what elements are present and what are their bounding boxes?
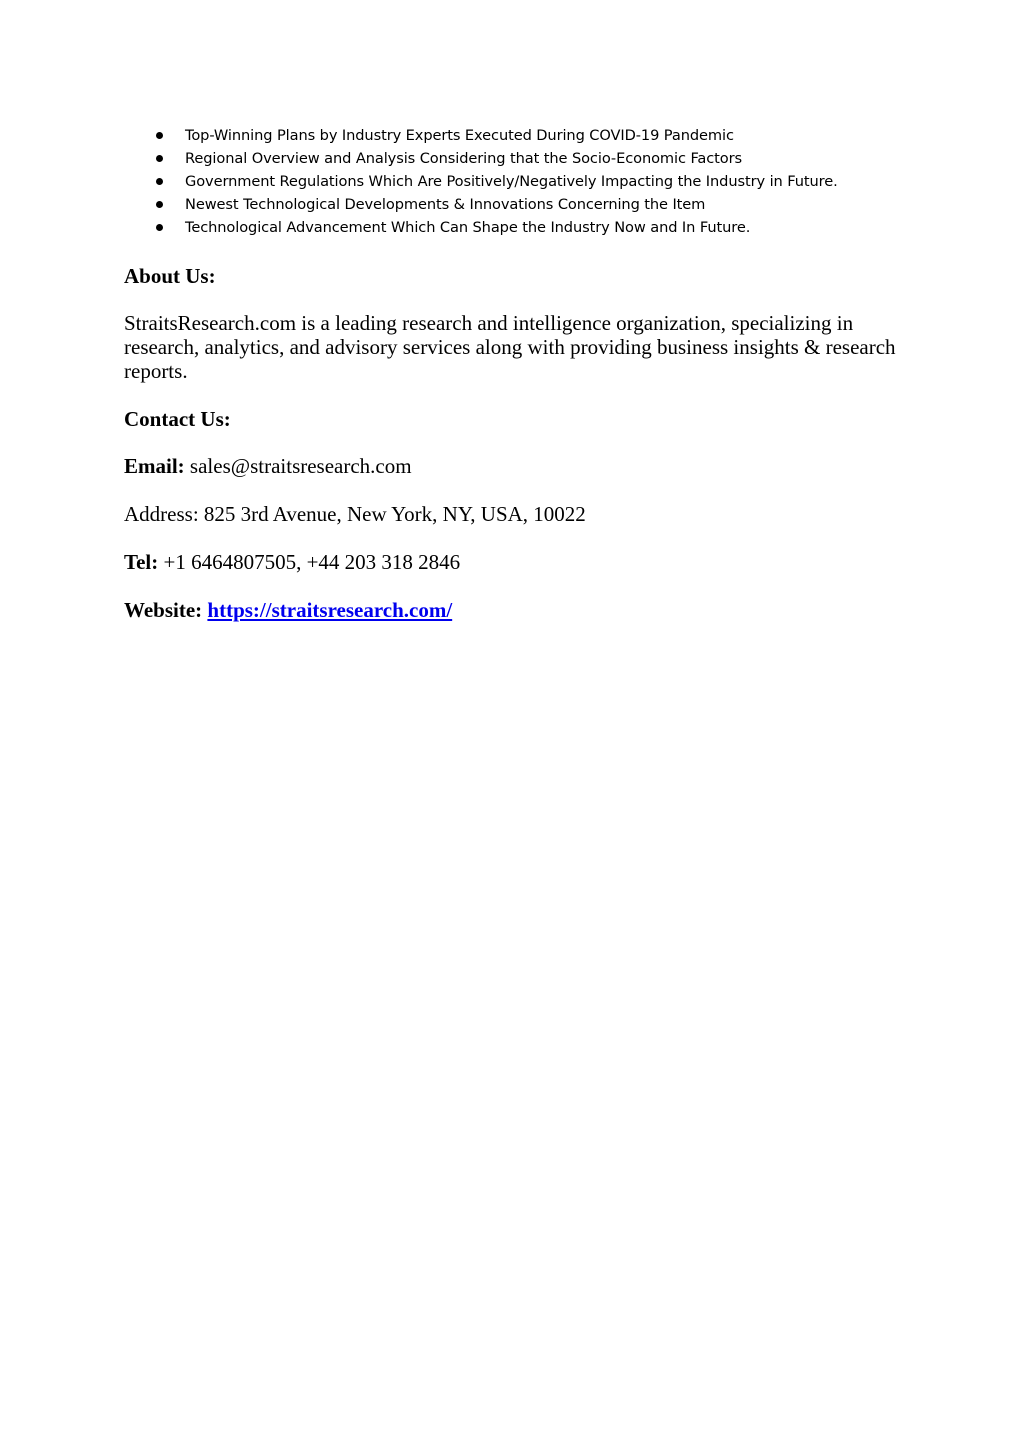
contact-heading: Contact Us: — [124, 407, 231, 431]
email-line — [124, 454, 412, 478]
website-link[interactable]: https://straitsresearch.com/ — [207, 598, 453, 622]
tel-label: Tel: — [124, 550, 159, 574]
about-heading: About Us: — [124, 264, 216, 288]
email-value: sales@straitsresearch.com — [189, 454, 412, 478]
list-item-text: Top-Winning Plans by Industry Experts Executed During COVID-19 Pandemic — [185, 127, 734, 144]
address-line: Address: 825 3rd Avenue, New York, NY, USA, 10022 — [124, 502, 586, 526]
website-line — [124, 598, 452, 622]
tel-value: +1 6464807505, +44 203 318 2846 — [163, 550, 461, 574]
email-label: Email: — [124, 454, 185, 478]
about-paragraph: StraitsResearch.com is a leading research and intelligence organization, specializing in research, analytics, and advisory services along with providing business insights & research reports. — [124, 311, 896, 383]
list-item-text: Government Regulations Which Are Positively/Negatively Impacting the Industry in Future. — [185, 173, 838, 190]
bullet-icon — [156, 132, 163, 139]
list-item-text: Technological Advancement Which Can Shape the Industry Now and In Future. — [185, 219, 751, 236]
tel-line — [124, 550, 460, 574]
bullet-icon — [156, 224, 163, 231]
list-item-text: Regional Overview and Analysis Considering that the Socio-Economic Factors — [185, 150, 743, 167]
website-label: Website: — [124, 598, 203, 622]
bullet-icon — [156, 155, 163, 162]
bullet-icon — [156, 201, 163, 208]
list-item-text: Newest Technological Developments & Innovations Concerning the Item — [185, 196, 706, 213]
bullet-icon — [156, 178, 163, 185]
